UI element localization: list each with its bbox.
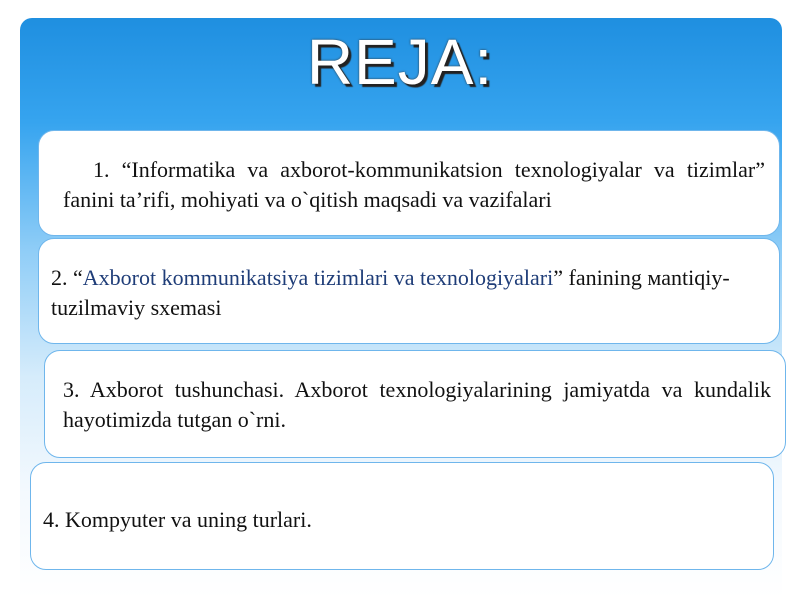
plan-item-3 [44, 350, 786, 458]
plan-item-1-text: 1. “Informatika va axborot-kommunikatsion texnologiyalar va tizimlar” fanini ta’rifi, mohiyati va o`qitish maqsadi va vazifalari [63, 157, 765, 212]
plan-item-3-text: 3. Axborot tushunchasi. Axborot texnologiyalarining jamiyatda va kundalik hayotimizda tutgan o`rni. [63, 377, 771, 432]
plan-item-2-highlight: Axborot kommunikatsiya tizimlari va texnologiyalari [82, 265, 554, 290]
plan-item-4 [30, 462, 774, 570]
plan-item-2-suffix: ” fanining мantiqiy-tuzilmaviy sxemasi [51, 265, 730, 320]
plan-item-4-text: 4. Kompyuter va uning turlari. [43, 507, 312, 532]
plan-item-2 [38, 238, 780, 344]
plan-item-1 [38, 130, 780, 236]
slide-title: REJA: [306, 26, 494, 98]
plan-item-2-text [51, 263, 765, 323]
plan-item-2-prefix: 2. “ [51, 265, 83, 290]
